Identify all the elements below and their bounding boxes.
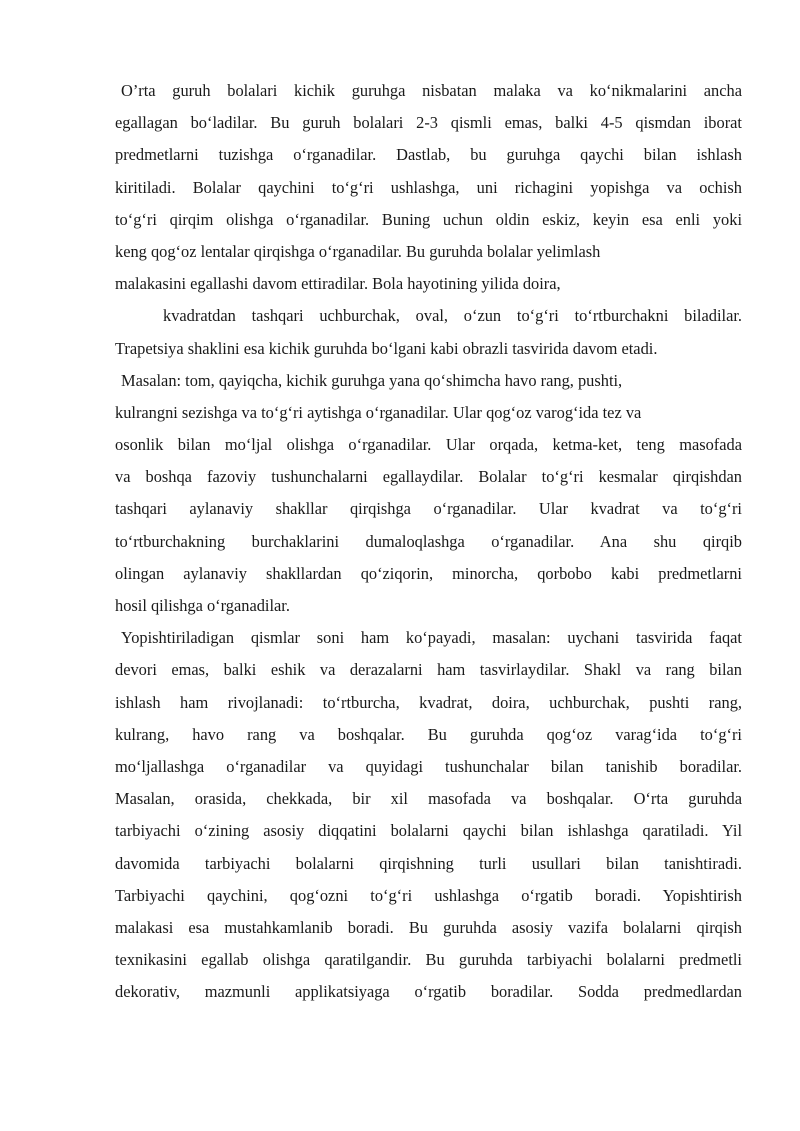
text-line: dekorativ, mazmunli applikatsiyaga o‘rgatib boradilar. Sodda predmedlardan	[115, 982, 742, 1002]
text-line: hosil qilishga o‘rganadilar.	[115, 596, 290, 615]
text-line: egallagan bo‘ladilar. Bu guruh bolalari 2-3 qismli emas, balki 4-5 qismdan iborat	[115, 113, 742, 133]
text-line: texnikasini egallab olishga qaratilgandir. Bu guruhda tarbiyachi bolalarni predmetli	[115, 950, 742, 970]
body-text	[115, 75, 742, 1008]
text-line: Trapetsiya shaklini esa kichik guruhda bo‘lgani kabi obrazli tasvirida davom etadi.	[115, 338, 658, 358]
text-line: to‘g‘ri qirqim olishga o‘rganadilar. Buning uchun oldin eskiz, keyin esa enli yoki	[115, 209, 742, 229]
text-line: osonlik bilan mo‘ljal olishga o‘rganadilar. Ular orqada, ketma-ket, teng masofada	[115, 435, 742, 455]
text-line: Masalan: tom, qayiqcha, kichik guruhga yana qo‘shimcha havo rang, pushti,	[121, 370, 623, 390]
text-line: predmetlarni tuzishga o‘rganadilar. Dastlab, bu guruhga qaychi bilan ishlash	[115, 145, 742, 165]
text-line: devori emas, balki eshik va derazalarni ham tasvirlaydilar. Shakl va rang bilan	[115, 660, 742, 680]
text-line: kulrangni sezishga va to‘g‘ri aytishga o‘rganadilar. Ular qog‘oz varog‘ida tez va	[115, 402, 642, 422]
text-line: tashqari aylanaviy shakllar qirqishga o‘rganadilar. Ular kvadrat va to‘g‘ri	[115, 499, 742, 519]
text-line: Masalan, orasida, chekkada, bir xil masofada va boshqalar. O‘rta guruhda	[115, 789, 742, 809]
text-line: kvadratdan tashqari uchburchak, oval, o‘zun to‘g‘ri to‘rtburchakni biladilar.	[163, 306, 742, 326]
text-line: kulrang, havo rang va boshqalar. Bu guruhda qog‘oz varag‘ida to‘g‘ri	[115, 724, 742, 744]
text-line: O’rta guruh bolalari kichik guruhga nisbatan malaka va ko‘nikmalarini ancha	[121, 81, 742, 100]
text-line: Tarbiyachi qaychini, qog‘ozni to‘g‘ri ushlashga o‘rgatib boradi. Yopishtirish	[115, 885, 742, 905]
text-line: to‘rtburchakning burchaklarini dumaloqlashga o‘rganadilar. Ana shu qirqib	[115, 531, 742, 551]
text-line: kiritiladi. Bolalar qaychini to‘g‘ri ushlashga, uni richagini yopishga va ochish	[115, 177, 742, 197]
text-line: tarbiyachi o‘zining asosiy diqqatini bolalarni qaychi bilan ishlashga qaratiladi. Yil	[115, 821, 742, 841]
text-line: va boshqa fazoviy tushunchalarni egallaydilar. Bolalar to‘g‘ri kesmalar qirqishdan	[115, 467, 742, 487]
text-line: davomida tarbiyachi bolalarni qirqishning turli usullari bilan tanishtiradi.	[115, 853, 742, 873]
text-line: malakasi esa mustahkamlanib boradi. Bu guruhda asosiy vazifa bolalarni qirqish	[115, 917, 742, 937]
text-line: malakasini egallashi davom ettiradilar. Bola hayotining yilida doira,	[115, 274, 561, 294]
text-line: mo‘ljallashga o‘rganadilar va quyidagi tushunchalar bilan tanishib boradilar.	[115, 756, 742, 776]
text-line: keng qog‘oz lentalar qirqishga o‘rganadilar. Bu guruhda bolalar yelimlash	[115, 241, 601, 261]
text-line: Yopishtiriladigan qismlar soni ham ko‘payadi, masalan: uychani tasvirida faqat	[121, 628, 742, 648]
text-line: ishlash ham rivojlanadi: to‘rtburcha, kvadrat, doira, uchburchak, pushti rang,	[115, 692, 742, 712]
text-line: olingan aylanaviy shakllardan qo‘ziqorin, minorcha, qorbobo kabi predmetlarni	[115, 563, 742, 583]
